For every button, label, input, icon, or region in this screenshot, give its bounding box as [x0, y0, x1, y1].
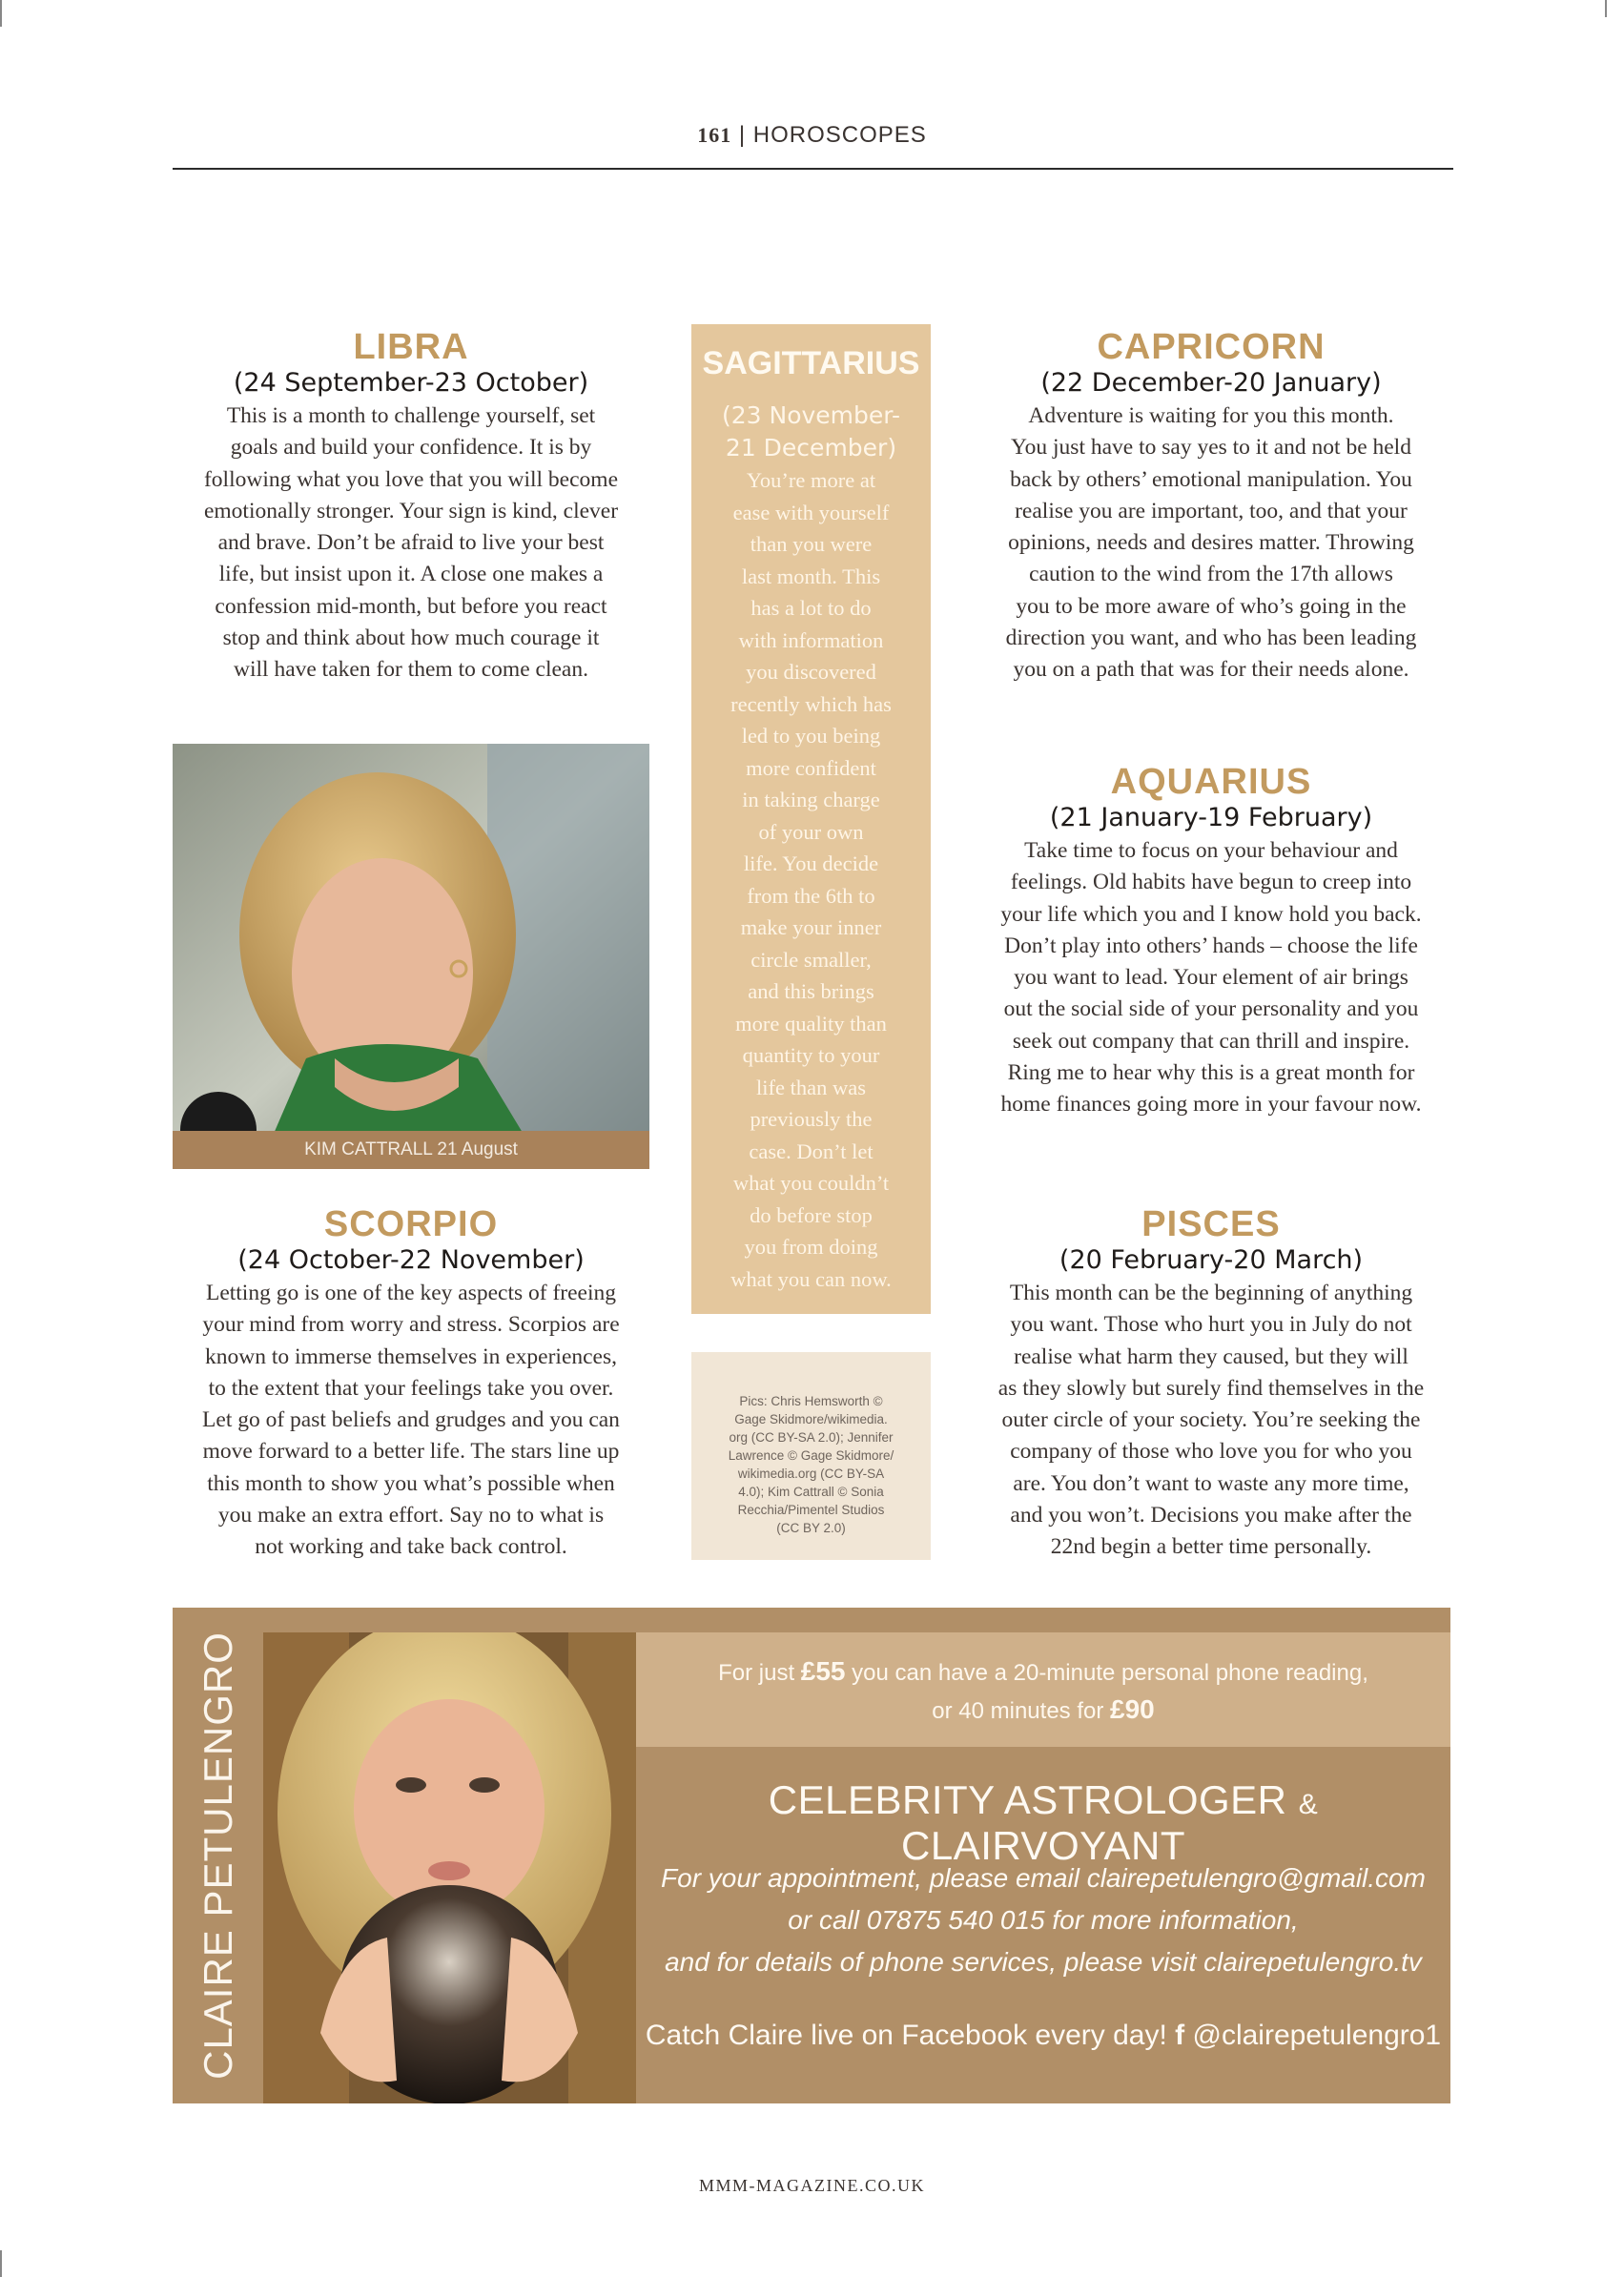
page-header	[0, 122, 1624, 149]
text-line: and this brings	[748, 979, 874, 1003]
text-line: your life which you and I know hold you back.	[1000, 901, 1422, 927]
sign-text	[968, 400, 1454, 687]
text-line: this month to show you what’s possible when	[207, 1470, 615, 1496]
text-line: Take time to focus on your behaviour and	[1024, 838, 1398, 863]
text-line: feelings. Old habits have begun to creep into	[1010, 870, 1412, 895]
text-line: home finances going more in your favour now.	[1000, 1092, 1422, 1118]
text-line: what you couldn’t	[732, 1171, 890, 1195]
ad-vertical-name	[173, 1608, 263, 2103]
sign-name: SCORPIO	[323, 1204, 499, 1244]
text-line: previously the	[750, 1107, 873, 1131]
text-line: make your inner	[740, 915, 882, 939]
astrologer-photo	[263, 1632, 636, 2103]
facebook-text: Catch Claire live on Facebook every day!	[645, 2020, 1167, 2051]
text-line: known to immerse themselves in experiences,	[204, 1344, 618, 1369]
title-part: CLAIRVOYANT	[900, 1823, 1186, 1868]
text-line: following what you love that you will become	[203, 466, 618, 492]
sign-dates: (22 December-20 January)	[1040, 368, 1382, 398]
text-line: Adventure is waiting for you this month.	[1028, 403, 1394, 428]
sign-dates: (24 September-23 October)	[233, 368, 589, 398]
sign-name: CAPRICORN	[1097, 327, 1326, 367]
text-line: in taking charge	[742, 788, 880, 811]
credit-line: wikimedia.org (CC BY-SA	[737, 1467, 885, 1481]
text-line: confession mid-month, but before you react	[215, 593, 607, 619]
offer-text: or 40 minutes for	[932, 1698, 1111, 1724]
text-line: what you can now.	[730, 1266, 892, 1291]
text-line: you make an extra effort. Say no to what is	[217, 1503, 605, 1528]
text-line: case. Don’t let	[749, 1138, 874, 1163]
credit-line: Gage Skidmore/wikimedia.	[734, 1412, 888, 1426]
date-line: (23 November-	[722, 401, 900, 429]
title-ampersand: &	[1298, 1789, 1319, 1820]
text-line: you on a path that was for their needs alone.	[1013, 657, 1409, 683]
ad-contact	[636, 1857, 1450, 1983]
sign-dates	[691, 400, 931, 464]
sign-text	[968, 835, 1454, 1121]
text-line: goals and build your confidence. It is by	[230, 435, 592, 461]
celebrity-photo	[173, 744, 649, 1169]
sign-dates: (20 February-20 March)	[1059, 1245, 1364, 1275]
text-line: life, but insist upon it. A close one makes a	[218, 562, 604, 587]
text-line: realise you are important, too, and that your	[1015, 498, 1408, 523]
aquarius-block	[968, 763, 1454, 1121]
credit-line: (CC BY 2.0)	[776, 1521, 846, 1535]
facebook-icon: f	[1175, 2020, 1185, 2051]
text-line: Let go of past beliefs and grudges and you can	[202, 1407, 620, 1433]
text-line: you to be more aware of who’s going in the	[1016, 593, 1407, 619]
credit-line: Lawrence © Gage Skidmore/	[728, 1448, 894, 1463]
text-line: and brave. Don’t be afraid to live your best	[217, 530, 605, 556]
contact-line: For your appointment, please email clairepetulengro@gmail.com	[661, 1863, 1426, 1893]
text-line: You’re more at	[746, 468, 876, 492]
text-line: You just have to say yes to it and not be held	[1011, 435, 1411, 461]
text-line: life. You decide	[743, 851, 879, 875]
facebook-handle: @clairepetulengro1	[1192, 2020, 1442, 2051]
capricorn-block	[968, 328, 1454, 687]
photo-caption: KIM CATTRALL 21 August	[173, 1131, 649, 1169]
text-line: seek out company that can thrill and inspire.	[1012, 1028, 1410, 1054]
header-separator: |	[738, 122, 747, 148]
text-line: more confident	[746, 755, 876, 780]
text-line: not working and take back control.	[255, 1534, 567, 1560]
text-line: do before stop	[750, 1202, 873, 1227]
text-line: life than was	[756, 1075, 866, 1099]
astrologer-name: CLAIRE PETULENGRO	[195, 1631, 240, 2080]
sign-name: LIBRA	[353, 327, 469, 367]
offer-price: £90	[1110, 1694, 1155, 1724]
offer-text: For just	[718, 1660, 801, 1686]
text-line: you want. Those who hurt you in July do not	[1010, 1312, 1412, 1338]
contact-line: or call 07875 540 015 for more information,	[788, 1905, 1299, 1935]
page-number: 161	[697, 123, 732, 147]
sign-name: AQUARIUS	[1110, 762, 1312, 802]
text-line: ease with yourself	[732, 500, 890, 524]
text-line: last month. This	[741, 564, 881, 588]
credit-line: 4.0); Kim Cattrall © Sonia	[738, 1485, 884, 1499]
text-line: emotionally stronger. Your sign is kind, clever	[203, 498, 619, 523]
text-line: realise what harm they caused, but they will	[1014, 1344, 1408, 1369]
text-line: out the social side of your personality and you	[1003, 996, 1419, 1022]
sign-dates: (24 October-22 November)	[237, 1245, 585, 1275]
text-line: led to you being	[741, 724, 881, 748]
text-line: company of those who love you for who you	[1010, 1439, 1412, 1465]
sign-text	[173, 1278, 649, 1564]
text-line: direction you want, and who has been leading	[1005, 626, 1417, 651]
scorpio-block	[173, 1205, 649, 1564]
text-line: back by others’ emotional manipulation. You	[1010, 466, 1412, 492]
text-line: to the extent that your feelings take you over.	[208, 1375, 614, 1401]
contact-line: and for details of phone services, please visit clairepetulengro.tv	[665, 1947, 1422, 1977]
pisces-block	[968, 1205, 1454, 1564]
credit-line: org (CC BY-SA 2.0); Jennifer	[729, 1430, 894, 1445]
text-line: This month can be the beginning of anything	[1009, 1281, 1413, 1305]
libra-block	[173, 328, 649, 687]
text-line: you from doing	[744, 1235, 878, 1259]
title-part: CELEBRITY ASTROLOGER	[768, 1777, 1299, 1822]
text-line: circle smaller,	[750, 947, 872, 972]
credit-line: Recchia/Pimentel Studios	[737, 1503, 885, 1517]
text-line: stop and think about how much courage it	[222, 626, 600, 651]
photo-credits	[691, 1352, 931, 1560]
sign-text	[968, 1278, 1454, 1564]
ad-facebook	[636, 2020, 1450, 2052]
text-line: move forward to a better life. The stars line up	[202, 1439, 620, 1465]
text-line: you discovered	[746, 660, 876, 684]
text-line: Ring me to hear why this is a great month for	[1007, 1060, 1415, 1086]
text-line: quantity to your	[742, 1043, 880, 1067]
sagittarius-panel	[691, 324, 931, 1314]
text-line: This is a month to challenge yourself, set	[226, 403, 596, 428]
text-line: caution to the wind from the 17th allows	[1029, 562, 1393, 587]
text-line: with information	[738, 627, 884, 652]
crop-mark	[0, 2250, 2, 2277]
sign-text	[173, 400, 649, 687]
text-line: you want to lead. Your element of air brings	[1014, 965, 1408, 991]
text-line: from the 6th to	[747, 883, 875, 908]
header-rule	[173, 168, 1453, 170]
text-line: of your own	[758, 819, 864, 844]
text-line: opinions, needs and desires matter. Throwing	[1008, 530, 1414, 556]
offer-line	[636, 1692, 1450, 1730]
text-line: 22nd begin a better time personally.	[1050, 1534, 1372, 1560]
text-line: outer circle of your society. You’re seeking the	[1001, 1407, 1421, 1433]
text-line: Letting go is one of the key aspects of freeing	[205, 1281, 617, 1305]
text-line: your mind from worry and stress. Scorpios are	[202, 1312, 620, 1338]
text-line: than you were	[750, 532, 873, 556]
offer-price: £55	[800, 1656, 846, 1686]
page-footer: MMM-MAGAZINE.CO.UK	[699, 2176, 925, 2195]
sign-name: PISCES	[1141, 1204, 1281, 1244]
portrait-illustration	[173, 744, 649, 1169]
text-line: Don’t play into others’ hands – choose the life	[1004, 933, 1418, 958]
sign-dates: (21 January-19 February)	[1049, 803, 1373, 832]
text-line: will have taken for them to come clean.	[234, 657, 588, 683]
text-line: and you won’t. Decisions you make after the	[1010, 1503, 1412, 1528]
sign-text	[699, 464, 923, 1295]
sign-name: SAGITTARIUS	[702, 345, 920, 381]
date-line: 21 December)	[725, 434, 897, 462]
section-title: HOROSCOPES	[752, 122, 927, 148]
offer-text: you can have a 20-minute personal phone reading,	[845, 1660, 1368, 1686]
ad-title	[636, 1777, 1450, 1869]
crop-mark	[1605, 0, 1607, 17]
ad-offer-band	[636, 1632, 1450, 1747]
text-line: more quality than	[735, 1011, 887, 1036]
crystal-ball-portrait	[263, 1632, 636, 2103]
crop-mark	[0, 0, 2, 27]
text-line: has a lot to do	[750, 596, 872, 620]
text-line: as they slowly but surely find themselves in the	[997, 1375, 1425, 1401]
text-line: are. You don’t want to waste any more time,	[1013, 1470, 1409, 1496]
credit-line: Pics: Chris Hemsworth ©	[739, 1394, 883, 1408]
text-line: recently which has	[730, 691, 892, 716]
offer-line	[636, 1653, 1450, 1692]
